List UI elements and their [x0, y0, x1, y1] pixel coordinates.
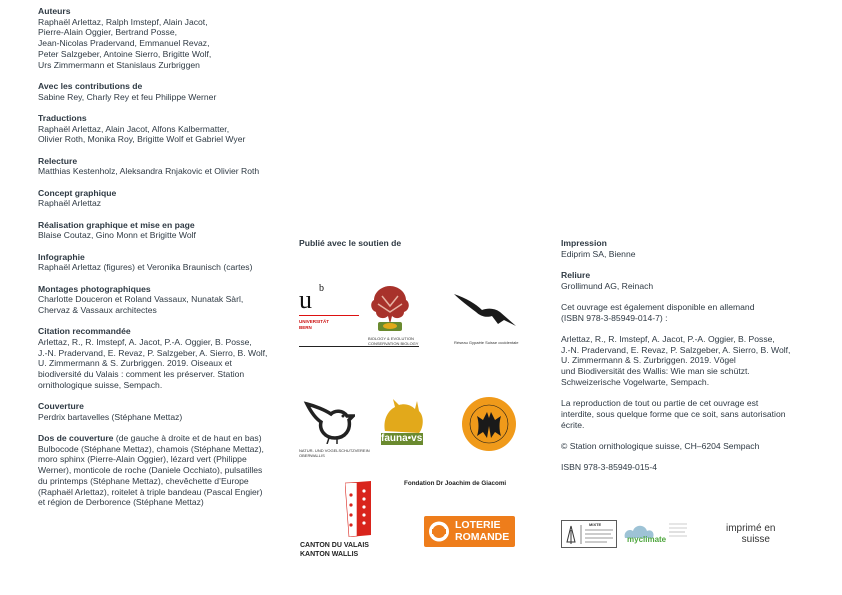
wren-logo-caption: NATUR- UND VOGELSCHUTZVEREIN OBERWALLIS — [299, 448, 370, 458]
fondation-giacomi-text: Fondation Dr Joachim de Giacomi — [404, 480, 507, 487]
university-bern-logo — [299, 285, 359, 345]
section-couverture — [38, 401, 288, 422]
section-reliure — [561, 270, 801, 291]
section-heading: Dos de couverture — [38, 433, 114, 444]
loterie-text-2: ROMANDE — [455, 531, 510, 543]
section-heading: Montages photographiques — [38, 283, 151, 294]
isbn-line: ISBN 978-3-85949-015-4 — [561, 462, 658, 473]
section-montages — [38, 284, 288, 316]
section-heading-tail: (de gauche à droite et de haut en bas) — [113, 433, 262, 444]
section-line: J.-N. Pradervand, E. Revaz, P. Salzgeber, A. Sierro, B. Wolf, — [38, 347, 268, 358]
section-line: du printemps (Stéphane Mettaz), chevêchette d’Europe — [38, 475, 249, 486]
section-auteurs — [38, 6, 288, 70]
rights-notice — [561, 398, 801, 430]
section-line: Perdrix bartavelles (Stéphane Mettaz) — [38, 411, 183, 422]
section-line: Raphaël Arlettaz, Ralph Imstepf, Alain Jacot, — [38, 16, 208, 27]
section-line: Chervaz & Vassaux architectes — [38, 304, 157, 315]
section-line: Sabine Rey, Charly Rey et feu Philippe Werner — [38, 91, 217, 102]
myclimate-logo — [621, 520, 689, 548]
rights-line: La reproduction de tout ou partie de cet ouvrage est — [561, 398, 759, 409]
section-traductions — [38, 113, 288, 145]
section-heading: Impression — [561, 238, 607, 248]
section-line: moro sphinx (Pierre-Alain Oggier), lézard vert (Philippe — [38, 454, 247, 465]
section-heading: Infographie — [38, 251, 85, 262]
tree-logo-caption: BIOLOGY & EVOLUTION CONSERVATION BIOLOGY — [368, 336, 419, 346]
bearded-vulture-logo — [452, 290, 518, 330]
section-impression — [561, 238, 801, 259]
section-heading: Traductions — [38, 112, 87, 123]
german-citation — [561, 334, 801, 388]
section-heading: Avec les contributions de — [38, 80, 143, 91]
section-citation — [38, 326, 288, 390]
vulture-logo-caption: Réseau Gypaète Suisse occidentale — [454, 340, 519, 345]
section-heading: Réalisation graphique et mise en page — [38, 219, 195, 230]
conservation-biology-tree-logo — [368, 284, 412, 334]
section-line: Urs Zimmermann et Stanislaus Zurbriggen — [38, 59, 200, 70]
section-relecture — [38, 156, 288, 177]
section-heading: Citation recommandée — [38, 326, 131, 337]
german-edition-note — [561, 302, 801, 323]
section-heading-line — [38, 433, 288, 444]
unibern-letter-u: u — [299, 285, 312, 314]
citation-line: U. Zimmermann & S. Zurbriggen. 2019. Vögel — [561, 355, 736, 366]
sponsors-title: Publié avec le soutien de — [299, 238, 402, 248]
section-line: Raphaël Arlettaz (figures) et Veronika Braunisch (cartes) — [38, 262, 253, 273]
section-line: Ediprim SA, Bienne — [561, 248, 636, 259]
section-heading: Auteurs — [38, 6, 71, 16]
section-line: Peter Salzgeber, Antoine Sierro, Brigitte Wolf, — [38, 48, 212, 59]
fsc-mixte-text: MIXTE — [589, 522, 602, 527]
section-line: biodiversité du Valais : comment les préserver. Station — [38, 369, 245, 380]
myclimate-text: myclimate — [627, 535, 667, 544]
section-dos-couverture — [38, 433, 288, 508]
unibern-letter-b: b — [319, 283, 324, 294]
section-line: Werner), monticole de roche (Daniele Occhiato), pulsatilles — [38, 465, 263, 476]
loterie-romande-logo — [424, 516, 515, 547]
section-line: Olivier Roth, Monika Roy, Brigitte Wolf et Gabriel Wyer — [38, 134, 246, 145]
section-realisation — [38, 220, 288, 241]
citation-line: Schweizerische Vogelwarte, Sempach. — [561, 376, 710, 387]
wren-bird-logo — [299, 398, 355, 444]
section-contributions — [38, 81, 288, 102]
credits-column-right — [561, 238, 801, 483]
section-infographie — [38, 252, 288, 273]
unibern-text-1: UNIVERSITÄT — [299, 319, 330, 324]
canton-valais-caption — [300, 541, 369, 559]
copyright-line: © Station ornithologique suisse, CH–6204 Sempach — [561, 440, 760, 451]
citation-line: J.-N. Pradervand, E. Revaz, P. Salzgeber, A. Sierro, B. Wolf, — [561, 344, 791, 355]
canton-valais-line-1: CANTON DU VALAIS — [300, 542, 369, 549]
section-heading: Concept graphique — [38, 187, 117, 198]
section-line: et région de Derborence (Stéphane Mettaz) — [38, 497, 204, 508]
section-line: Blaise Coutaz, Gino Monn et Brigitte Wolf — [38, 230, 196, 241]
section-line: ornithologique suisse, Sempach. — [38, 379, 163, 390]
section-line: Pierre-Alain Oggier, Bertrand Posse, — [38, 27, 177, 38]
section-line: Raphaël Arlettaz — [38, 198, 102, 209]
note-line: (ISBN 978-3-85949-014-7) : — [561, 312, 668, 323]
section-heading: Reliure — [561, 270, 591, 280]
section-heading: Relecture — [38, 155, 78, 166]
section-line: Grollimund AG, Reinach — [561, 280, 654, 291]
citation-line: und Biodiversität des Wallis: Wie man sie schützt. — [561, 366, 750, 377]
canton-valais-line-2: KANTON WALLIS — [300, 551, 359, 558]
section-line: Raphaël Arlettaz, Alain Jacot, Alfons Kalbermatter, — [38, 123, 230, 134]
section-line: Matthias Kestenholz, Aleksandra Rnjakovic et Olivier Roth — [38, 166, 260, 177]
imprime-en-suisse-logo — [726, 523, 775, 545]
section-line: Arlettaz, R., R. Imstepf, A. Jacot, P.-A. Oggier, B. Posse, — [38, 336, 252, 347]
section-line: U. Zimmermann & S. Zurbriggen. 2019. Oiseaux et — [38, 358, 232, 369]
note-line: Cet ouvrage est également disponible en allemand — [561, 302, 755, 312]
rights-line: écrite. — [561, 419, 585, 430]
unibern-text-2: BERN — [299, 325, 312, 330]
unibern-red-line — [299, 315, 359, 316]
loterie-text-1: LOTERIE — [455, 519, 501, 531]
imprime-line-2: suisse — [741, 534, 770, 545]
section-line: Jean-Nicolas Pradervand, Emmanuel Revaz, — [38, 38, 210, 49]
section-line: Charlotte Douceron et Roland Vassaux, Nunatak Sàrl, — [38, 294, 244, 305]
rights-line: interdite, sous quelque forme que ce soit, sans autorisation — [561, 408, 786, 419]
citation-line: Arlettaz, R., R. Imstepf, A. Jacot, P.-A. Oggier, B. Posse, — [561, 334, 775, 344]
section-heading: Couverture — [38, 401, 84, 412]
fauna-vs-text: fauna•vs — [381, 433, 423, 444]
fauna-vs-logo — [379, 395, 425, 447]
section-concept — [38, 188, 288, 209]
imprime-line-1: imprimé en — [726, 523, 776, 534]
section-line: Bulbocode (Stéphane Mettaz), chamois (Stéphane Mettaz), — [38, 443, 264, 454]
bat-group-logo — [461, 396, 517, 452]
credits-column-left — [38, 6, 288, 519]
canton-valais-crest — [345, 481, 371, 537]
divider-line — [299, 346, 419, 347]
section-line: (Raphaël Arlettaz), roitelet à triple bandeau (Pascal Engier) — [38, 486, 263, 497]
